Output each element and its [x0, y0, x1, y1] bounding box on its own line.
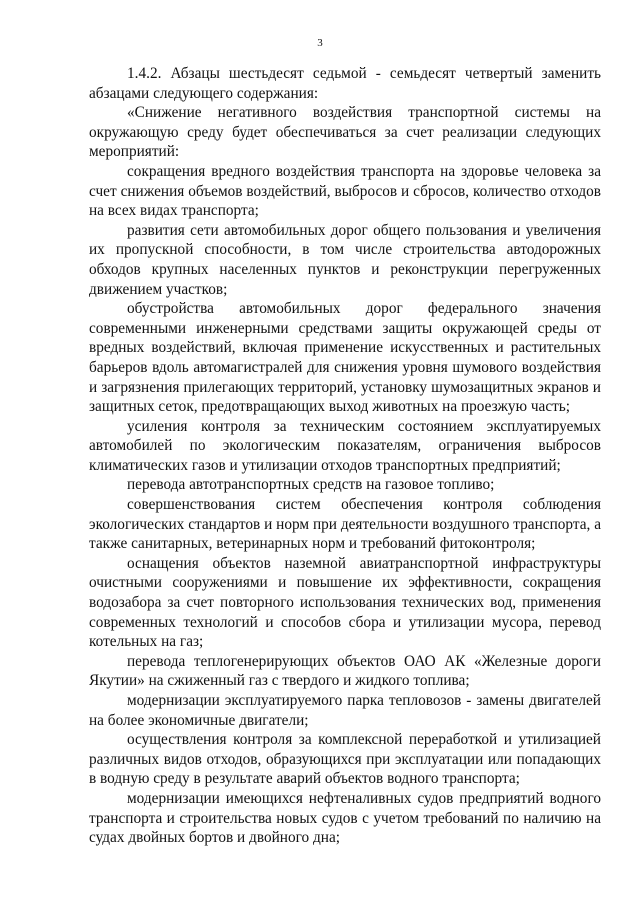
paragraph-list-item: модернизации имеющихся нефтеналивных судов предприятий водного транспорта и строительства новых судов с учетом требований по наличию на судах двойных бортов и двойного дна; [89, 789, 601, 847]
paragraph-list-item: оснащения объектов наземной авиатранспортной инфраструктуры очистными сооружениями и повышение их эффективности, сокращения водозабора за счет повторного использования технических вод, применения современных технологий и способов сбора и утилизации мусора, перевод котельных на газ; [89, 554, 601, 651]
paragraph-list-item: перевода теплогенерирующих объектов ОАО АК «Железные дороги Якутии» на сжиженный газ с твердого и жидкого топлива; [89, 652, 601, 690]
paragraph-list-item: перевода автотранспортных средств на газовое топливо; [127, 476, 495, 494]
paragraph-intro: «Снижение негативного воздействия транспортной системы на окружающую среду будет обеспечиваться за счет реализации следующих мероприятий: [89, 104, 601, 161]
paragraph-list-item: обустройства автомобильных дорог федерального значения современными инженерными средствами защиты окружающей среды от вредных воздействий, включая применение искусственных и растительных барьеров вдоль автомагистралей для снижения уровня шумового воздействия и загрязнения прилегающих территорий, установку шумозащитных экранов и защитных сеток, предотвращающих выход животных на проезжую часть; [89, 300, 601, 416]
paragraph-list-item: развития сети автомобильных дорог общего пользования и увеличения их пропускной способности, в том числе строительства автодорожных обходов крупных населенных пунктов и реконструкции перегруженных движением участков; [89, 221, 601, 298]
paragraph-list-item: осуществления контроля за комплексной переработкой и утилизацией различных видов отходов, образующихся при эксплуатации или попадающих в водную среду в результате аварий объектов водного транспорта; [89, 731, 601, 788]
page-number: 3 [317, 37, 323, 49]
paragraph-list-item: совершенствования систем обеспечения контроля соблюдения экологических стандартов и норм при деятельности воздушного транспорта, а также санитарных, ветеринарных норм и требований фитоконтроля; [89, 496, 601, 553]
document-body [89, 64, 601, 848]
paragraph-list-item: сокращения вредного воздействия транспорта на здоровье человека за счет снижения объемов воздействий, выбросов и сбросов, количество отходов на всех видах транспорта; [89, 162, 601, 220]
paragraph-1-4-2: 1.4.2. Абзацы шестьдесят седьмой - семьдесят четвертый заменить абзацами следующего содержания: [89, 65, 601, 102]
paragraph-list-item: усиления контроля за техническим состоянием эксплуатируемых автомобилей по экологическим показателям, ограничения выбросов климатических газов и утилизации отходов транспортных предприятий; [89, 417, 601, 474]
paragraph-list-item: модернизации эксплуатируемого парка тепловозов - замены двигателей на более экономичные двигатели; [89, 692, 601, 729]
